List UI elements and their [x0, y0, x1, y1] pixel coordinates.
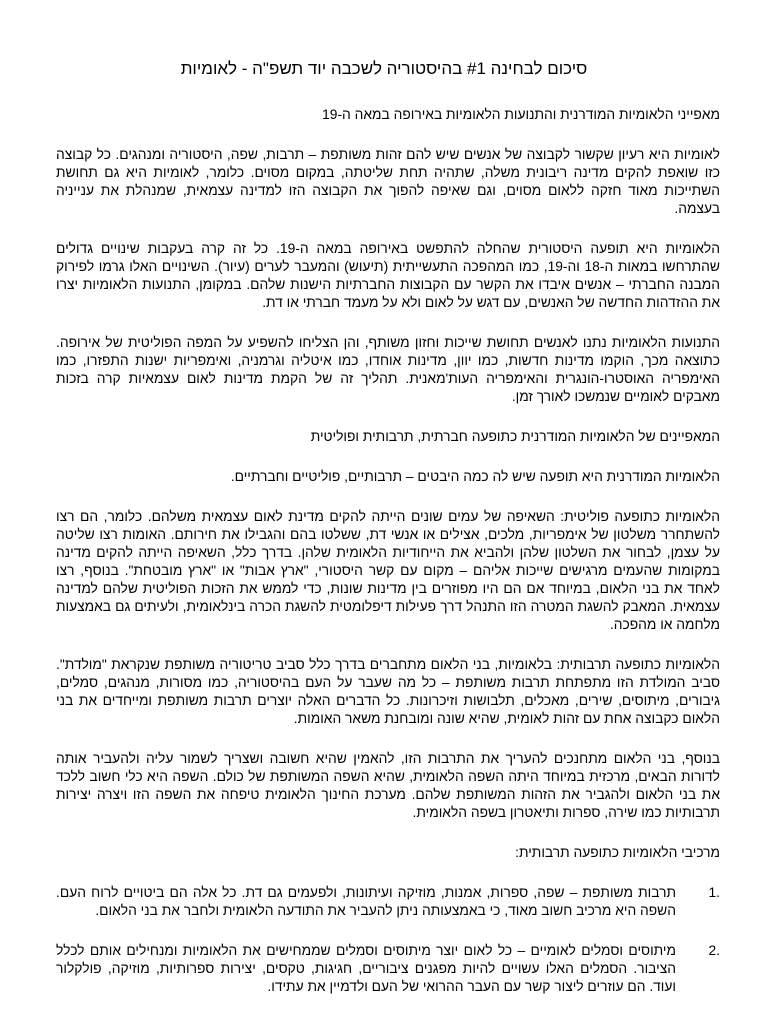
list-item-number: 1. — [708, 885, 720, 900]
list-item — [56, 942, 720, 996]
paragraph-aspects-intro: הלאומיות המודרנית היא תופעה שיש לה כמה היבטים – תרבותיים, פוליטיים וחברתיים. — [230, 469, 720, 484]
paragraph-political-aspect: הלאומיות כתופעה פוליטית: השאיפה של עמים שונים הייתה להקים מדינת לאום עצמאית משלהם. כלומר, הם רצו להשתחרר משלטון של אימפריות, מלכים, אצילים או אנשי דת, ששלטו בהם והגבילו את חירותם. האומות רצו שליטה על עצמן, לבחור את השלטון שלהן ולהביא את הייחודיות הלאומית שלהן. בדרך כלל, השאיפה הייתה להקים מדינה במקומות שהעמים מרגישים שייכות אליהם – מקום עם קשר היסטורי, "ארץ אבות" או "ארץ מובטחת". בנוסף, רצו לאחד את בני הלאום, במיוחד אם הם היו מפוזרים בין מדינות שונות, כדי לממש את הזכות הפוליטית שלהם למדינה עצמאית. המאבק להשגת המטרה הזו התנהל דרך פעילות דיפלומטית להשגת הכרה בינלאומית, ולעיתים גם באמצעות מלחמה או מהפכה. — [56, 509, 720, 632]
paragraph-national-language: בנוסף, בני הלאום מתחנכים להעריך את התרבות הזו, להאמין שהיא חשובה ושצריך לשמור עליה ולהעביר אותה לדורות הבאים, מרכזית במיוחד היתה השפה הלאומית, שהיא השפה המשותפת של כולם. השפה היא כלי חשוב ללכד את בני הלאום ולהגביר את הזהות המשותפת שלהם. מערכת החינוך הלאומית טיפחה את השפה הזו ויצרה יצירות תרבותיות כמו שירה, ספרות ותיאטרון בשפה הלאומית. — [56, 751, 720, 820]
list-item — [56, 884, 720, 920]
paragraph-cultural-aspect: הלאומיות כתופעה תרבותית: בלאומיות, בני הלאום מתחברים בדרך כלל סביב טריטוריה משותפת שנקראת "מולדת". סביב המולדת הזו מתפתחת תרבות משותפת – כל מה שעבר על העם בהיסטוריה, כמו מסורות, מנהגים, סמלים, גיבורים, מיתוסים, שירים, מאכלים, תלבושות וזיכרונות. כל הדברים האלה יוצרים תרבות משותפת ומייחדים את בני הלאום כקבוצה אחת עם זהות לאומית, שהיא שונה ומובחנת משאר האומות. — [56, 657, 720, 726]
list-item-text: תרבות משותפת – שפה, ספרות, אמנות, מוזיקה ועיתונות, ולפעמים גם דת. כל אלה הם ביטויים לרוח העם. השפה היא מרכיב חשוב מאוד, כי באמצעותה ניתן להעביר את התודעה הלאומית ולחבר את בני הלאום. — [56, 885, 676, 918]
section-heading-national-movements: מאפייני הלאומיות המודרנית והתנועות הלאומיות באירופה במאה ה-19 — [322, 107, 720, 122]
paragraph-historical-phenomenon: הלאומיות היא תופעה היסטורית שהחלה להתפשט באירופה במאה ה-19. כל זה קרה בעקבות שינויים גדולים שהתרחשו במאות ה-18 וה-19, כמו המהפכה התעשייתית (תיעוש) והמעבר לערים (עיור). השינויים האלו גרמו לפירוק המבנה החברתי – אנשים איבדו את הקשר עם הקבוצות החברתיות הישנות שלהם. במקומן, התנועות הלאומיות יצרו את ההזדהות החדשה של האנשים, עם דגש על לאום ולא על מעמד חברתי או דת. — [56, 241, 720, 310]
list-item-number: 2. — [708, 943, 720, 958]
section-heading-characteristics: המאפיינים של הלאומיות המודרנית כתופעה חברתית, תרבותית ופוליטית — [310, 429, 720, 444]
document-title: סיכום לבחינה #1 בהיסטוריה לשכבה יוד תשפ"ה - לאומיות — [180, 59, 588, 78]
components-list — [56, 884, 720, 996]
paragraph-political-map: התנועות הלאומיות נתנו לאנשים תחושת שייכות וחזון משותף, והן הצליחו להשפיע על המפה הפוליטית של אירופה. כתוצאה מכך, הוקמו מדינות חדשות, כמו יוון, מדינות אוחדו, כמו איטליה וגרמניה, ואימפריות ישנות התפזרו, כמו האימפריה האוסטרו-הונגרית והאימפריה העות'מאנית. תהליך זה של הקמת מדינות לאום עצמאיות קרה בזכות מאבקים לאומיים שנמשכו לאורך זמן. — [56, 335, 720, 404]
document-body — [56, 106, 720, 1018]
list-item-text: מיתוסים וסמלים לאומיים – כל לאום יוצר מיתוסים וסמלים שממחישים את הלאומיות ומנחילים אותם לכלל הציבור. הסמלים האלו עשויים להיות מפגנים ציבוריים, חגיגות, טקסים, יצירות ספרותיות, מוזיקה, פולקלור ועוד. הם עוזרים ליצור קשר עם העבר ההרואי של העם ולדמיין את עתידו. — [56, 943, 676, 994]
paragraph-definition: לאומיות היא רעיון שקשור לקבוצה של אנשים שיש להם זהות משותפת – תרבות, שפה, היסטוריה ומנהגים. כל קבוצה כזו שואפת להקים מדינה ריבונית משלה, שתהיה תחת שליטתה, במקום מסוים. כלומר, לאומיות היא גם תחושת השתייכות מאוד חזקה ללאום מסוים, וגם שאיפה להפוך את הקבוצה הזו למדינה עצמאית, שמנהלת את ענייניה בעצמה. — [56, 147, 720, 216]
section-heading-cultural-components: מרכיבי הלאומיות כתופעה תרבותית: — [515, 845, 720, 860]
